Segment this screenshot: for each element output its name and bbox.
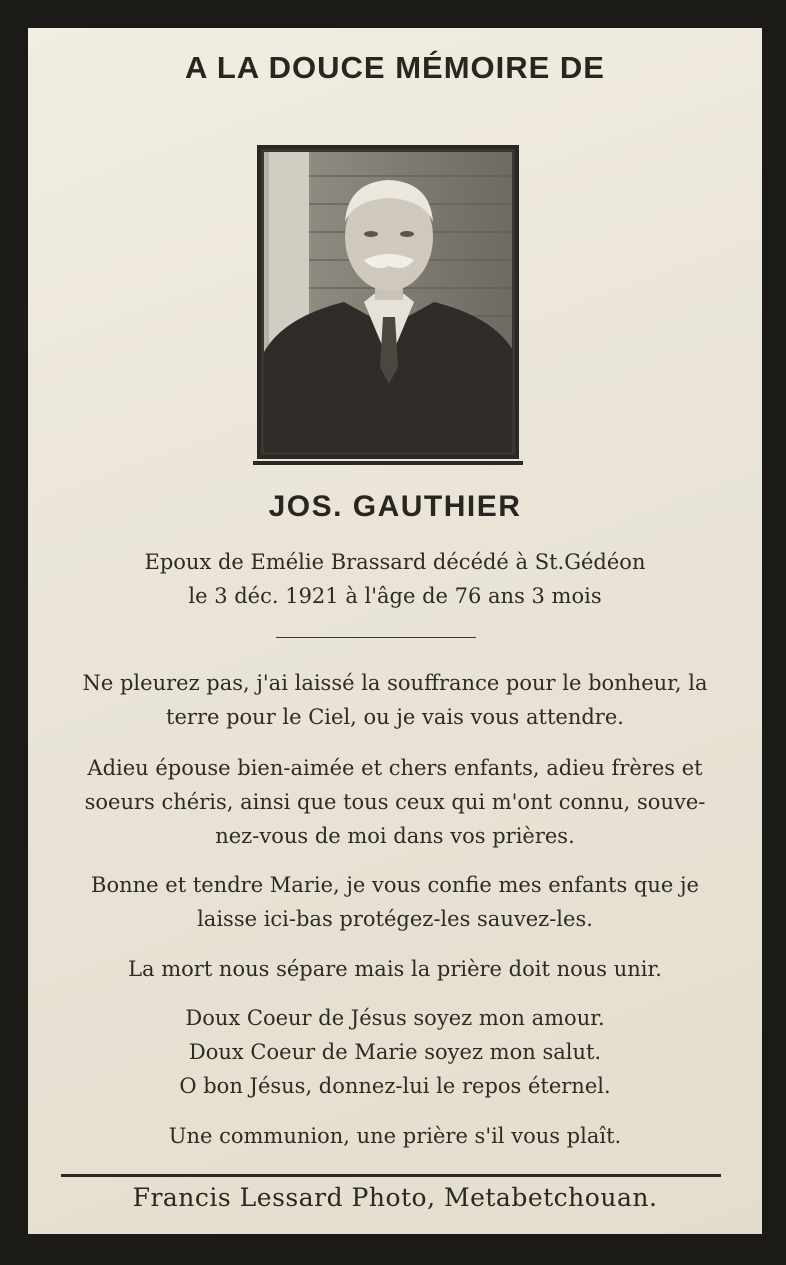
paragraph-2-line: Adieu épouse bien-aimée et chers enfants, adieu frères et [87,756,703,780]
card-title: A LA DOUCE MÉMOIRE DE [185,50,605,85]
prayer-line: Doux Coeur de Marie soyez mon salut. [188,1040,602,1064]
paragraph-1-line: Ne pleurez pas, j'ai laissé la souffrance pour le bonheur, la [82,671,708,695]
paragraph-2-line: nez-vous de moi dans vos prières. [215,824,575,848]
portrait-frame [257,145,519,459]
portrait-photo-icon [264,152,512,452]
paragraph-1-line: terre pour le Ciel, ou je vais vous attendre. [166,705,624,729]
date-age-line: le 3 déc. 1921 à l'âge de 76 ans 3 mois [188,584,602,608]
footer-divider [61,1174,721,1177]
closing-line: Une communion, une prière s'il vous plaît. [168,1124,622,1148]
divider [276,637,476,638]
paragraph-2-line: soeurs chéris, ainsi que tous ceux qui m'ont connu, souve- [84,790,706,814]
spouse-death-line: Epoux de Emélie Brassard décédé à St.Gédéon [144,550,646,574]
paragraph-3-line: Bonne et tendre Marie, je vous confie mes enfants que je [91,873,699,897]
prayer-line: Doux Coeur de Jésus soyez mon amour. [185,1006,605,1030]
memorial-card [28,28,762,1234]
paragraph-3-line: laisse ici-bas protégez-les sauvez-les. [197,907,593,931]
prayer-line: O bon Jésus, donnez-lui le repos éternel. [179,1074,611,1098]
photo-credit: Francis Lessard Photo, Metabetchouan. [132,1183,658,1212]
paragraph-4-line: La mort nous sépare mais la prière doit nous unir. [128,957,662,981]
deceased-name: JOS. GAUTHIER [268,490,522,523]
